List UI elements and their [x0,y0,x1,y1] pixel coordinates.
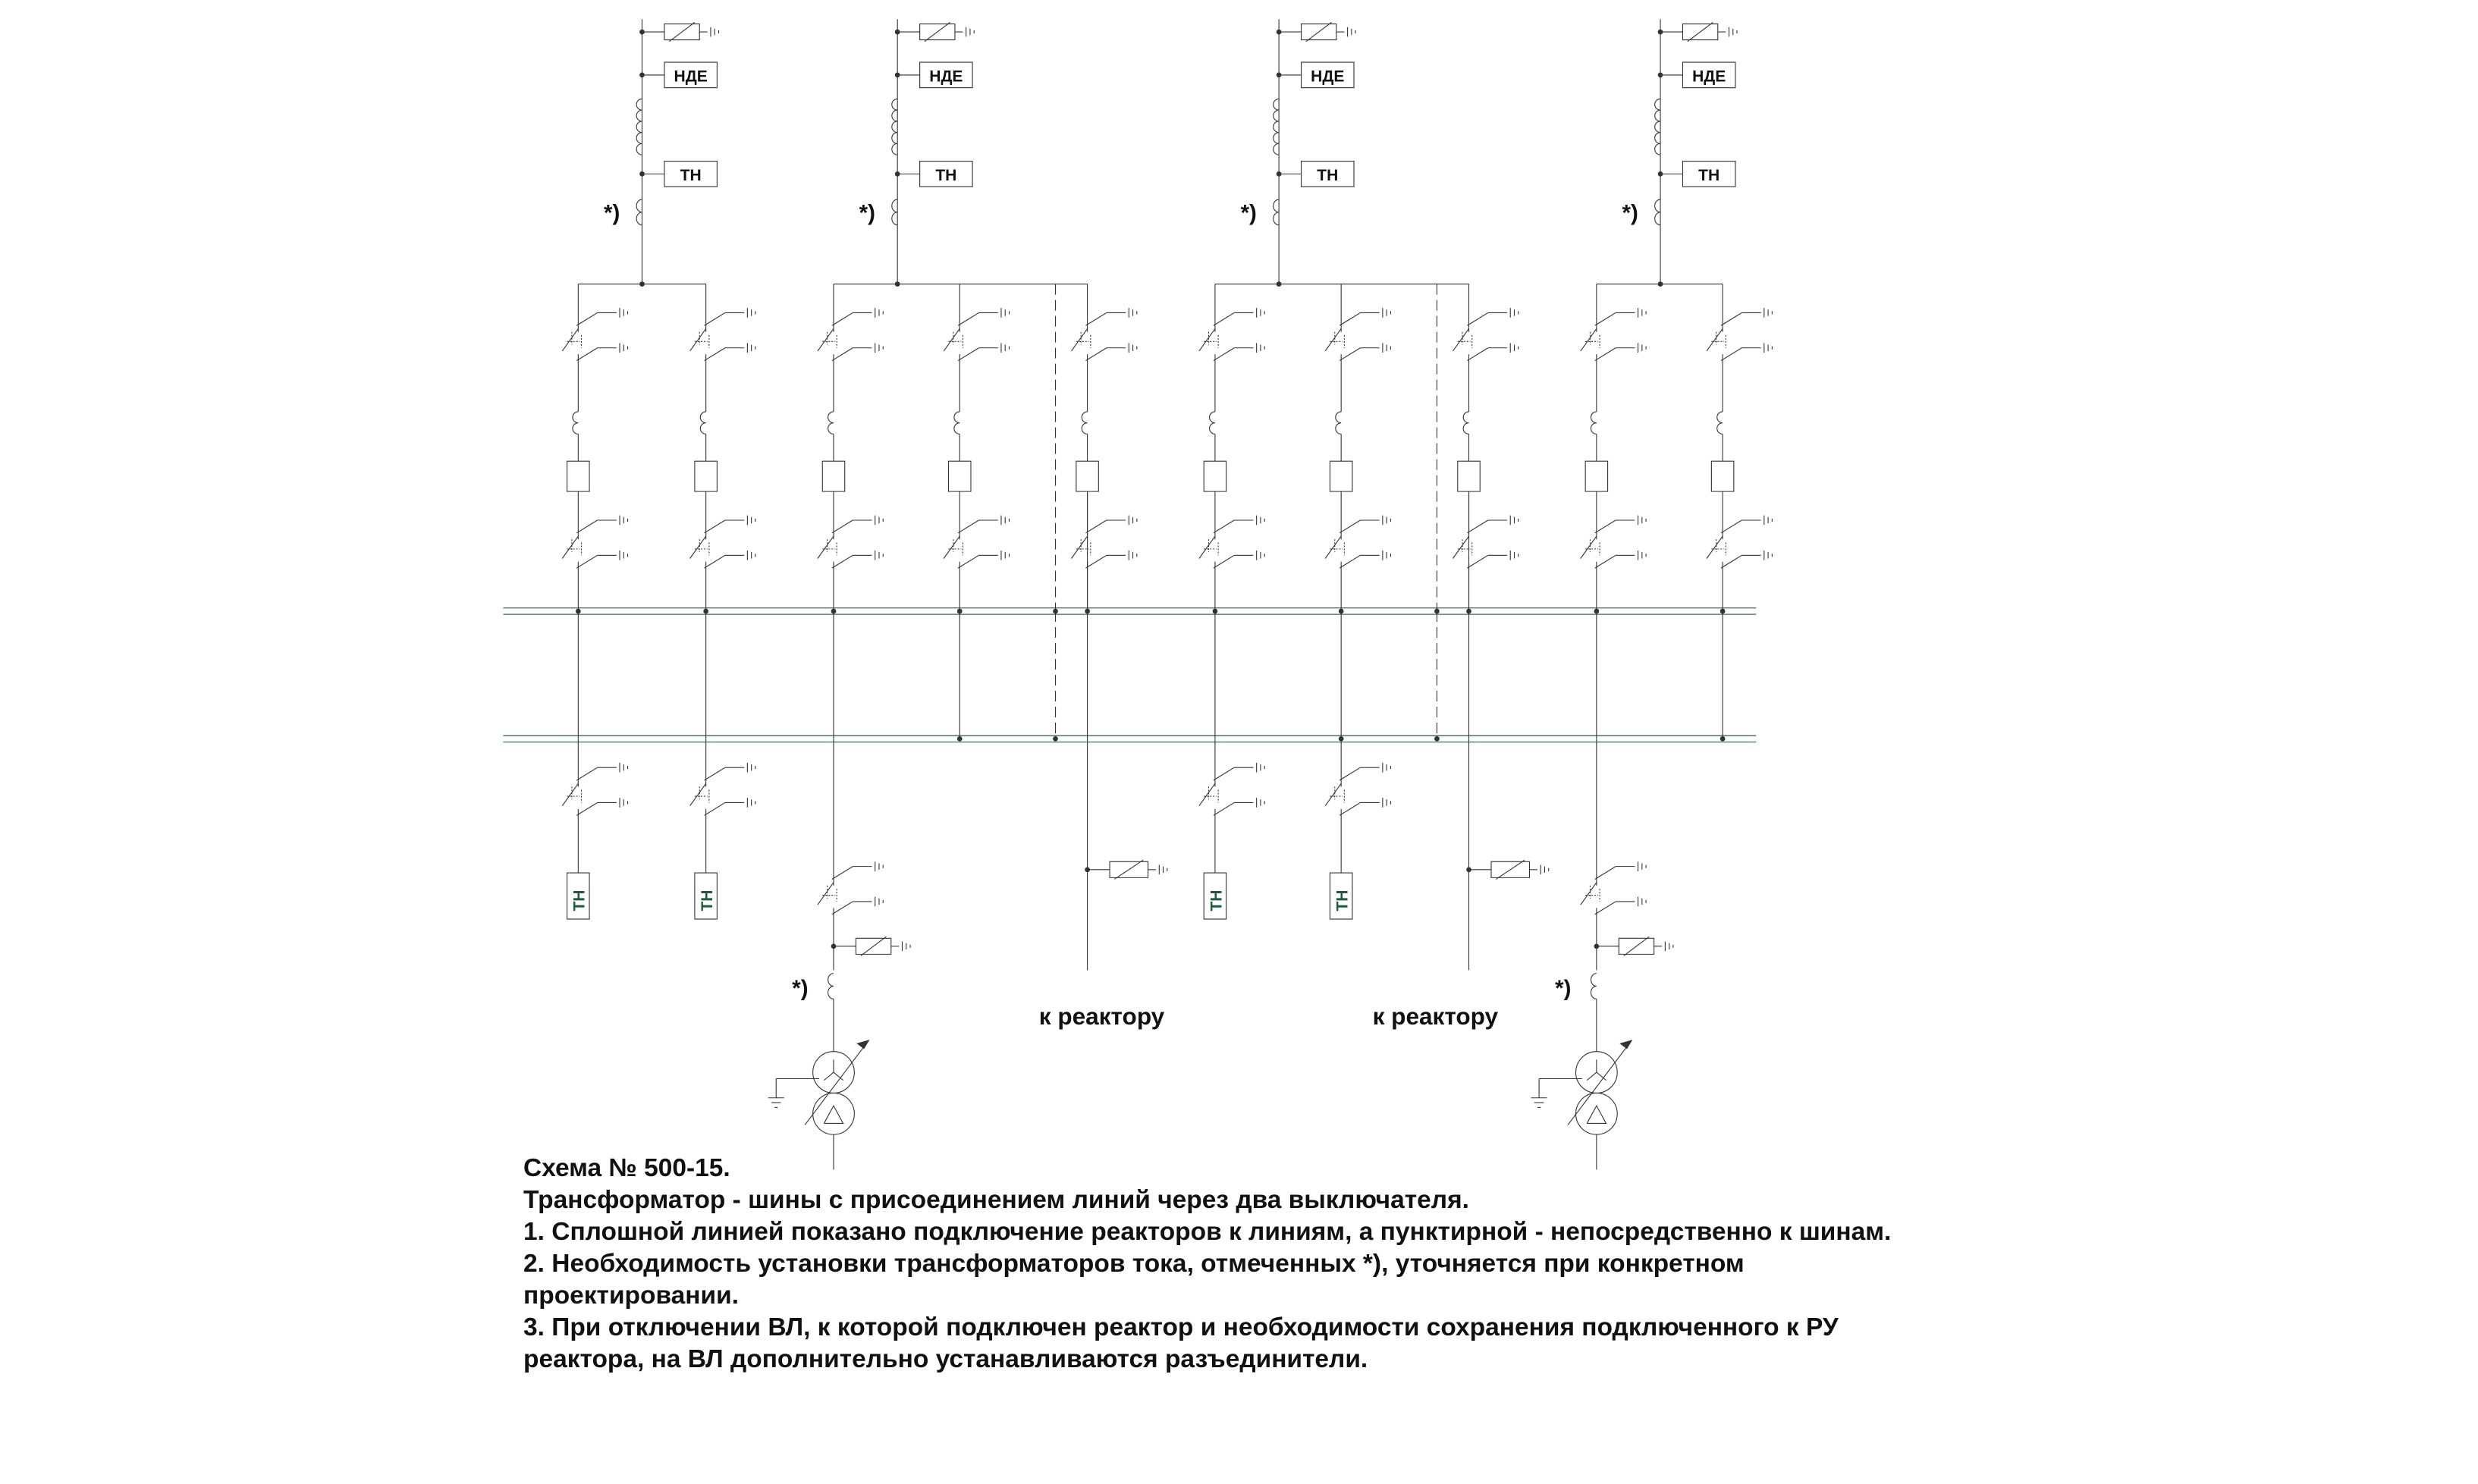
caption-note-3b: реактора, на ВЛ дополнительно устанавливаются разъединители. [523,1345,1368,1373]
current-transformer-icon [700,412,705,434]
star-note: *) [1240,200,1257,226]
tn-vertical-label: ТН [570,889,589,911]
earthing-switch-blade [1214,802,1234,815]
circuit-breaker-icon [1458,461,1480,491]
caption-note-1: 1. Сплошной линией показано подключение реакторов к линиям, а пунктирной - непосредственно к шинам. [523,1218,1892,1246]
tn-label: ТН [1317,166,1339,184]
nde-label: НДЕ [1692,67,1726,86]
current-transformer-icon [1463,412,1468,434]
transformer-winding-icon [813,1093,855,1134]
earthing-switch-blade [1085,520,1106,533]
current-transformer-icon [828,974,834,999]
disconnector-blade [562,328,578,350]
disconnector-blade [1707,536,1723,558]
circuit-breaker-icon [822,461,844,491]
earthing-switch-blade [958,312,978,325]
junction-dot [1277,30,1282,35]
junction-dot [1594,943,1599,949]
to-reactor-label-2: к реактору [1372,1002,1499,1030]
earthing-switch-blade [1467,312,1487,325]
disconnector-blade [690,328,706,350]
disconnector-blade [1199,783,1215,805]
disconnector-blade [690,783,706,805]
disconnector-blade [1199,328,1215,350]
earthing-switch-blade [705,312,725,325]
disconnector-blade [1453,328,1468,350]
disconnector-blade [562,783,578,805]
disconnector-blade [1072,536,1088,558]
star-winding-icon [824,1072,834,1081]
circuit-breaker-icon [1076,461,1098,491]
caption-note-2b: проектировании. [523,1282,739,1310]
earthing-switch-blade [1085,348,1106,361]
circuit-breaker-icon [1204,461,1226,491]
earthing-switch-blade [1214,767,1234,780]
tn-vertical-label: ТН [1208,889,1226,911]
regulation-arrow-head [1620,1040,1632,1049]
current-transformer-icon [1717,412,1723,434]
caption [523,1153,2040,1376]
junction-dot [1434,736,1440,742]
junction-dot [639,30,645,35]
earthing-switch-blade [1214,312,1234,325]
current-transformer-icon [1336,412,1341,434]
junction-dot [1658,73,1663,78]
earthing-switch-blade [1085,555,1106,568]
current-transformer-icon [1210,412,1215,434]
earthing-switch-blade [1340,802,1360,815]
star-note: *) [1555,976,1572,1002]
earthing-switch-blade [1721,312,1742,325]
earthing-switch-blade [576,312,597,325]
earthing-switch-blade [705,520,725,533]
tn-label: ТН [935,166,957,184]
disconnector-blade [1325,328,1341,350]
earthing-switch-blade [1595,555,1616,568]
current-transformer-icon [636,199,642,225]
disconnector-blade [944,536,959,558]
disconnector-blade [1707,328,1723,350]
delta-winding-icon [824,1106,843,1123]
earthing-switch-blade [576,802,597,815]
current-transformer-icon [892,199,897,225]
circuit-breaker-icon [949,461,971,491]
junction-dot [1277,171,1282,177]
earthing-switch-blade [576,348,597,361]
earthing-switch-blade [1595,902,1616,915]
earthing-switch-blade [832,520,853,533]
circuit-breaker-icon [567,461,589,491]
junction-dot [957,736,963,742]
current-transformer-icon [1274,199,1279,225]
line-trap-coil-icon [892,99,897,155]
to-reactor-label-1: к реактору [1038,1002,1165,1030]
earthing-switch-blade [1467,555,1487,568]
star-note: *) [859,200,875,226]
junction-dot [639,171,645,177]
earthing-switch-blade [958,555,978,568]
earthing-switch-blade [1595,312,1616,325]
disconnector-blade [818,328,834,350]
star-winding-icon [1587,1072,1597,1081]
tn-vertical-label: ТН [699,889,717,911]
disconnector-blade [1199,536,1215,558]
current-transformer-icon [1082,412,1087,434]
junction-dot [831,943,837,949]
current-transformer-icon [1591,412,1596,434]
earthing-switch-blade [958,348,978,361]
disconnector-blade [1453,536,1468,558]
tn-vertical-label: ТН [1333,889,1352,911]
disconnector-blade [690,536,706,558]
earthing-switch-blade [1721,555,1742,568]
earthing-switch-blade [705,767,725,780]
tn-label: ТН [1698,166,1720,184]
nde-label: НДЕ [1311,67,1345,86]
junction-dot [1658,171,1663,177]
earthing-switch-blade [832,867,853,880]
junction-dot [895,30,900,35]
earthing-switch-blade [1721,520,1742,533]
caption-title: Схема № 500-15. [523,1154,730,1182]
junction-dot [639,73,645,78]
earthing-switch-blade [1721,348,1742,361]
earthing-switch-blade [1214,555,1234,568]
disconnector-blade [1325,536,1341,558]
earthing-switch-blade [705,802,725,815]
circuit-breaker-icon [1585,461,1607,491]
earthing-switch-blade [1340,520,1360,533]
earthing-switch-blade [832,312,853,325]
disconnector-blade [562,536,578,558]
junction-dot [1053,736,1058,742]
earthing-switch-blade [1214,520,1234,533]
earthing-switch-blade [832,902,853,915]
junction-dot [1466,867,1471,872]
disconnector-blade [1581,536,1597,558]
nde-label: НДЕ [674,67,708,86]
disconnector-blade [1581,328,1597,350]
circuit-breaker-icon [695,461,717,491]
disconnector-blade [818,883,834,905]
earthing-switch-blade [576,520,597,533]
earthing-switch-blade [1340,767,1360,780]
earthing-switch-blade [958,520,978,533]
nde-label: НДЕ [929,67,963,86]
junction-dot [1720,736,1726,742]
earthing-switch-blade [1595,867,1616,880]
regulation-arrow-head [858,1040,869,1049]
earthing-switch-blade [1595,348,1616,361]
junction-dot [895,171,900,177]
earthing-switch-blade [1214,348,1234,361]
disconnector-blade [944,328,959,350]
circuit-breaker-icon [1330,461,1352,491]
circuit-breaker-icon [1711,461,1733,491]
earthing-switch-blade [1467,348,1487,361]
current-transformer-icon [954,412,959,434]
earthing-switch-blade [576,767,597,780]
star-note: *) [792,976,809,1002]
earthing-switch-blade [832,348,853,361]
disconnector-blade [1072,328,1088,350]
line-trap-coil-icon [1274,99,1279,155]
star-note: *) [603,200,620,226]
earthing-switch-blade [832,555,853,568]
earthing-switch-blade [1085,312,1106,325]
delta-winding-icon [1587,1106,1606,1123]
earthing-switch-blade [1595,520,1616,533]
earthing-switch-blade [1340,555,1360,568]
junction-dot [1085,867,1090,872]
transformer-winding-icon [1576,1093,1618,1134]
junction-dot [1277,73,1282,78]
disconnector-blade [1581,883,1597,905]
star-note: *) [1622,200,1638,226]
junction-dot [895,73,900,78]
earthing-switch-blade [705,555,725,568]
current-transformer-icon [1591,974,1596,999]
earthing-switch-blade [1340,312,1360,325]
earthing-switch-blade [576,555,597,568]
line-trap-coil-icon [636,99,642,155]
disconnector-blade [818,536,834,558]
current-transformer-icon [1655,199,1660,225]
current-transformer-icon [828,412,834,434]
earthing-switch-blade [1340,348,1360,361]
caption-note-3a: 3. При отключении ВЛ, к которой подключен реактор и необходимости сохранения подключенного к РУ [523,1313,1839,1341]
earthing-switch-blade [1467,520,1487,533]
line-trap-coil-icon [1655,99,1660,155]
tn-label: ТН [680,166,702,184]
disconnector-blade [1325,783,1341,805]
junction-dot [1658,30,1663,35]
caption-subtitle: Трансформатор - шины с присоединением линий через два выключателя. [523,1186,1469,1214]
earthing-switch-blade [705,348,725,361]
current-transformer-icon [573,412,578,434]
caption-note-2a: 2. Необходимость установки трансформаторов тока, отмеченных *), уточняется при конкретном [523,1250,1745,1278]
